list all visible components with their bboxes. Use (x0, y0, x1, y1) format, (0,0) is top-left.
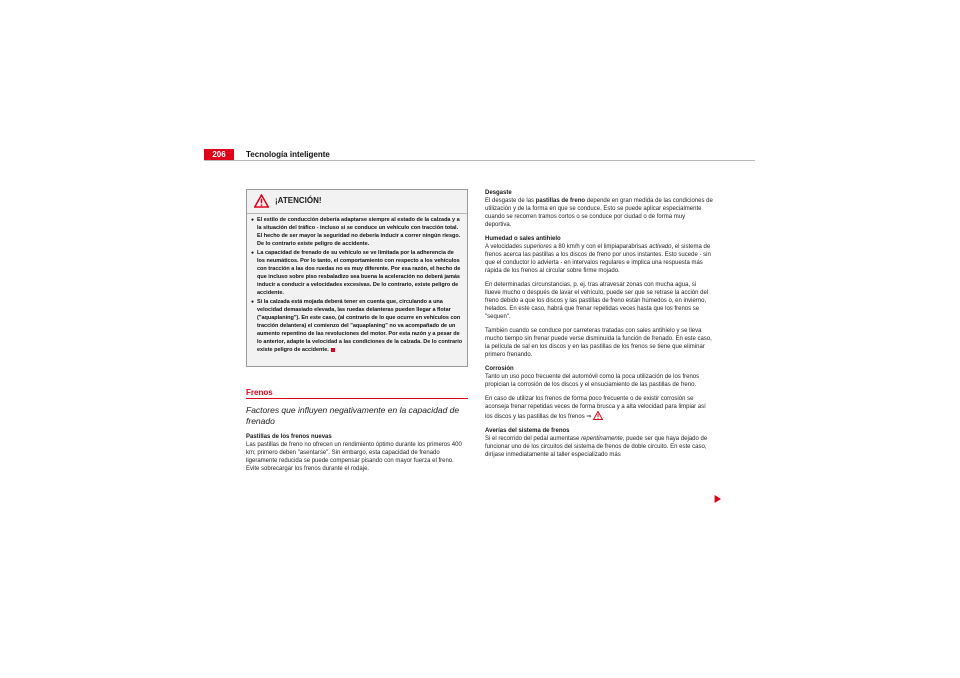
section-end-marker (331, 348, 335, 352)
warning-item: ● El estilo de conducción debería adaptarse siempre al estado de la calzada y a la situación del tráfico - incluso si se conduce un vehículo con tracción total. El hecho de ser mayor la seguridad no debería inducir a correr ningún riesgo. De lo contrario existe peligro de accidente. (251, 216, 463, 248)
left-body (246, 433, 468, 479)
right-column (485, 189, 713, 465)
warning-reference-icon (593, 411, 603, 420)
averias-heading: Averías del sistema de frenos (485, 428, 570, 434)
warning-item: ● Si la calzada está mojada deberá tener en cuenta que, circulando a una velocidad demasiado elevada, las ruedas delanteras pueden llegar a flotar ("aquaplaning"). En este caso, (al contrario de lo que ocurre en vehículos con tracción delantera) el comienzo del "aquaplaning" no va acompañado de un aumento repentino de las revoluciones del motor. Por esta razón y a pesar de lo anterior, adapte la velocidad a las condiciones de la calzada. De lo contrario existe peligro de accidente. (251, 298, 463, 354)
warning-box (246, 189, 468, 367)
header-divider (204, 160, 755, 161)
corrosion-paragraph: En caso de utilizar los frenos de forma poco frecuente o de existir corrosión se aconseja frenar repetidas veces de forma brusca y a alta velocidad para limpiar así los discos y las pastillas de los frenos ⇒ . (485, 396, 706, 420)
warning-header (247, 190, 467, 214)
warning-item: ● La capacidad de frenado de su vehículo se ve limitada por la adherencia de los neumáticos. Por lo tanto, el comportamiento con respecto a los vehículos con tracción a las dos ruedas no es muy diferente. Por esa razón, el hecho de que incluso sobre piso resbaladizo sea buena la aceleración no deberá jamás inducir a conducir a velocidades excesivas. De lo contrario, existe peligro de accidente. (251, 249, 463, 297)
page-header (204, 149, 755, 173)
reference-arrow: ⇒ (586, 414, 592, 420)
section-divider (246, 398, 468, 399)
pastillas-heading: Pastillas de los frenos nuevas (246, 434, 332, 440)
continue-arrow-icon (713, 495, 721, 503)
desgaste-heading: Desgaste (485, 190, 512, 196)
humedad-heading: Humedad o sales antihielo (485, 236, 561, 242)
humedad-paragraph: A velocidades superiores a 80 km/h y con el limpiaparabrisas activado, el sistema de frenos acerca las pastillas a los discos de freno por unos instantes. Esto sucede - sin que el conductor lo advierta - en intervalos regulares e implica una respuesta más rápida de los frenos al circular sobre firme mojado. (485, 244, 711, 274)
page-number: 206 (204, 149, 234, 160)
desgaste-paragraph: El desgaste de las pastillas de freno depende en gran medida de las condiciones de utilización y de la forma en que se conduce. Esto se puede aplicar especialmente cuando se recorren tramos cortos o se conduce por ciudad o de forma muy deportiva. (485, 198, 713, 228)
section-subtitle: Factores que influyen negativamente en la capacidad de frenado (246, 405, 460, 426)
section-title: Frenos (246, 388, 273, 397)
warning-list (247, 214, 467, 354)
chapter-title: Tecnología inteligente (246, 150, 330, 159)
corrosion-paragraph: Tanto un uso poco frecuente del automóvil como la poca utilización de los frenos propician la corrosión de los discos y el ensuciamiento de las pastillas de freno. (485, 374, 700, 388)
warning-title: ¡ATENCIÓN! (275, 196, 322, 205)
humedad-paragraph: También cuando se conduce por carreteras tratadas con sales antihielo y se lleva mucho tiempo sin frenar puede verse disminuida la función de frenado. En este caso, la película de sal en los discos y en las pastillas de los frenos se tiene que eliminar primero frenando. (485, 328, 712, 358)
corrosion-heading: Corrosión (485, 366, 514, 372)
warning-triangle-icon (254, 194, 269, 208)
humedad-paragraph: En determinadas circunstancias, p. ej. tras atravesar zonas con mucha agua, si llueve mucho o después de lavar el vehículo, puede ser que se retrase la acción del freno debido a que los discos y las pastillas de freno están húmedos o, en invierno, helados. En este caso, habrá que frenar repetidas veces hasta que los frenos se "sequen". (485, 282, 709, 320)
pastillas-paragraph: Las pastillas de freno no ofrecen un rendimiento óptimo durante los primeros 400 km; primero deben "asentarse". Sin embargo, esta capacidad de frenado ligeramente reducida se puede compensar pisando con mayor fuerza el freno. Evite sobrecargar los frenos durante el rodaje. (246, 442, 462, 472)
averias-paragraph: Si el recorrido del pedal aumentase repentinamente, puede ser que haya dejado de funcionar uno de los circuitos del sistema de frenos de doble circuito. En este caso, diríjase inmediatamente al taller especializado más (485, 436, 708, 458)
